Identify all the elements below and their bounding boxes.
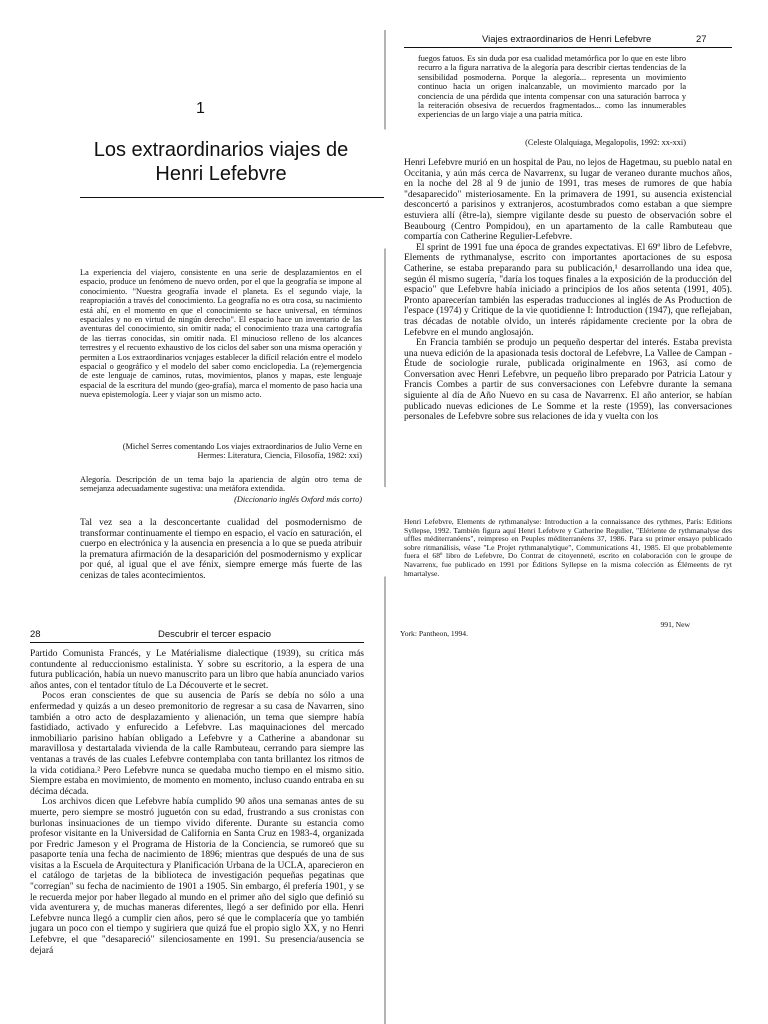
intro-paragraph: Tal vez sea a la desconcertante cualidad del posmodernismo de transformar continuamente el tiempo en espacio, el vacío en saturación, el cuerpo en electrónica y la ausencia en presencia a lo que se pueda atribuir la prematura afirmación de la desaparición del posmodernismo y explicar por qué, al igual que el ave fénix, siempre emerge más fuerte de las cenizas de tales acontecimientos. bbox=[80, 518, 362, 581]
body-text bbox=[404, 158, 732, 423]
running-head-rule bbox=[30, 642, 364, 643]
page-number: 28 bbox=[30, 629, 41, 640]
paragraph: En Francia también se produjo un pequeño despertar del interés. Estaba prevista una nueva edición de la apasionada tesis doctoral de Lefebvre, La Vallee de Campan - Étude de sociologie rurale, publicada originalmente en 1963, así como de Conversation avec Henri Lefebvre, un pequeño libro preparado por Patricia Latour y Francis Combes a partir de sus conversaciones con Lefebvre durante la semana siguiente al día de Año Nuevo en su casa de Navarrenx. El año anterior, se habían publicado nuevas ediciones de Le Somme et la reste (1959), las conversaciones personales de Lefebvre sobre sus relaciones de ida y vuelta con los bbox=[404, 338, 732, 423]
paragraph: Los archivos dicen que Lefebvre había cumplido 90 años una semanas antes de su muerte, pero siempre se mostró juguetón con su edad, frustrando a sus cronistas con burlonas insinuaciones de un tiempo vivido diferente. Durante su estancia como profesor visitante en la Universidad de California en Santa Cruz en 1983-4, organizada por Fredric Jameson y el Programa de Historia de la Conciencia, se rumoreó que su pasaporte tenía una fecha de nacimiento de 1896; mientras que después de una de sus visitas a la Escuela de Arquitectura y Planificación Urbana de la UCLA, aparecieron en el catálogo de tarjetas de la biblioteca de investigación pequeñas pegatinas que "corregían" su fecha de nacimiento de 1901 a 1905. Sin embargo, él prefería 1901, y se le recuerda mejor por haber llegado al mundo en el primer año del siglo que definió su vida aventurera y, de muchas maneras diferentes, llegó a ser definido por ella. Henri Lefebvre nunca llegó a cumplir cien años, pero sé que le complacería que yo también jugara un poco con el tiempo y sugiriera que quizá fue el propio siglo XX, y no Henri Lefebvre, el que "desapareció" silenciosamente en 1991. Su presencia/ausencia se dejará bbox=[30, 797, 364, 956]
book-gutter bbox=[384, 30, 386, 1024]
paragraph: Pocos eran conscientes de que su ausencia de París se debía no sólo a una enfermedad y quizás a un deseo premonitorio de regresar a su casa de Navarren, sino también a otro acto de desplazamiento y alienación, un tema que siempre había fastidiado, activado y enfurecido a Lefebvre. Las maquinaciones del mercado inmobiliario parisino habían obligado a Lefebvre y a Catherine a abandonar su maravillosa y destartalada vivienda de la calle Rambuteau, cerrando para siempre las ventanas a través de las cuales Lefebvre contemplaba con tanta brillantez los ritmos de la vida cotidiana.² Pero Lefebvre nunca se quedaba mucho tiempo en el mismo sitio. Siempre estaba en movimiento, de momento en momento, incluso cuando entraba en su décima década. bbox=[30, 691, 364, 797]
epigraph-oxford: Alegoría. Descripción de un tema bajo la apariencia de algún otro tema de semejanza adecuadamente sugestiva: una metáfora extendida. bbox=[80, 475, 362, 494]
footnote-text: Henri Lefebvre, Elements de rythmanalyse: Introduction a la connaissance des rythmes, París: Editions Syllepse, 1992. También figura aquí Henri Lefebvre y Catherine Regulier, "Elériente de rythmanalyse des uffles méditerranéens", reimpreso en Peuples méditerranéens 37, 1986. Para su primer ensayo publicado sobre ritmanálisis, véase "Le Projet rythmanalytique", Communications 41, 1985. El que probablemente fuera el 68º libro de Lefebvre, Do Contrat de citoyenneté, escrito en colaboración con le groupe de Navarrenx, fue publicado en 1991 por Éditions Syllepse en la misma colección as Élémeents de ryt hmartalyse. bbox=[404, 517, 732, 578]
body-text bbox=[30, 649, 364, 956]
footnote-continuation: York: Pantheon, 1994. bbox=[400, 629, 468, 638]
page-28 bbox=[0, 615, 384, 1024]
epigraph-olalquiaga: fuegos fatuos. Es sin duda por esa cualidad metamórfica por lo que en este libro recurro a la figura narrativa de la alegoría para describir ciertas tendencias de la sensibilidad posmoderna. Porque la alegoría... representa un movimiento continuo hacia un origen inalcanzable, un movimiento marcado por la conciencia de una pérdida que intenta compensar con una saturación barroca y la reiteración obsesiva de recuerdos fragmentados... como las innumerables experiencias de un largo viaje a una patria mítica. bbox=[418, 54, 686, 120]
epigraph-olalquiaga-citation: (Celeste Olalquiaga, Megalopolis, 1992: xx-xxi) bbox=[525, 138, 686, 147]
chapter-number: 1 bbox=[196, 100, 205, 117]
page-number: 27 bbox=[696, 34, 707, 45]
page-chapter-opening bbox=[0, 0, 384, 615]
footnote-fragment: 991, New bbox=[660, 620, 690, 629]
running-head-rule bbox=[404, 47, 732, 48]
running-head: Viajes extraordinarios de Henri Lefebvre bbox=[482, 34, 652, 45]
page-27 bbox=[390, 0, 768, 615]
epigraph-serres: La experiencia del viajero, consistente en una serie de desplazamientos en el espacio, produce un fenómeno de nuevo orden, por el que la geografía se impone al conocimiento. "Nuestra geografía invade el planeta. Es el segundo viaje, la reapropiación a través del conocimiento. La geografía no es otra cosa, su nacimiento está ahí, en el momento en que el conocimiento se hace universal, en términos espaciales y no en virtud de ningún derecho". El espacio hace un inventario de las aventuras del conocimiento, sin omitir nada; el conocimiento traza una cartografía de las tierras conocidas, sin omitir nada. El minucioso relleno de los alcances terrestres y el recuento exhaustivo de los ciclos del saber son una misma operación y permiten a Los extraordinarios vcnjages establecer la difícil relación entre el modelo espacial o geográfico y el modelo del saber como enciclopedia. La (re)emergencia de este lenguaje de caminos, rutas, movimientos, planos y mapas, este lenguaje espacial de la escritura del mundo (geo-grafía), marca el momento de paso hacia una nueva epistemología. Leer y viajar son un mismo acto. bbox=[80, 268, 362, 400]
epigraph-serres-citation: (Michel Serres comentando Los viajes extraordinarios de Julio Verne en Hermes: Literatura, Ciencia, Filosofía, 1982: xxi) bbox=[122, 442, 362, 461]
paragraph: Partido Comunista Francés, y Le Matérialisme dialectique (1939), su crítica más contundente al reduccionismo estalinista. Y sobre su escritorio, a la espera de una futura publicación, había un nuevo manuscrito para un libro que había anunciado varios años antes, con el tentador título de La Découverte et le secret. bbox=[30, 649, 364, 691]
paragraph: El sprint de 1991 fue una época de grandes expectativas. El 69º libro de Lefebvre, Elements de rythmanalyse, escrito con importantes aportaciones de su esposa Catherine, se estaba preparando para su publicación,¹ desarrollando una idea que, según él mismo sugería, "daría los toques finales a la exposición de la producción del espacio" que Lefebvre había iniciado a principios de los años setenta (1991, 405). Pronto aparecerían también las esperadas traducciones al inglés de As Production de l'espace (1974) y Critique de la vie quotidienne I: Introduction (1947), que reflejaban, tras décadas de notable olvido, un interés rápidamente creciente por la obra de Lefebvre en el mundo anglosajón. bbox=[404, 242, 732, 338]
footnote bbox=[404, 518, 732, 578]
paragraph: Henri Lefebvre murió en un hospital de Pau, no lejos de Hagetmau, su pueblo natal en Occitania, y aún más cerca de Navarrenx, su lugar de veraneo durante muchos años, en la noche del 28 al 9 de junio de 1991, tras meses de rumores de que había "desaparecido" misteriosamente. En la primavera de 1991, su ausencia existencial desconcertó a parisinos y extranjeros, acostumbrados como estaban a que siempre estuviera allí (être-la), siempre vigilante desde su puesto de observación sobre el Beaubourg (Centro Pompidou), en un apartamento de la calle Rambuteau que compartía con Catherine Regulier-Lefebvre. bbox=[404, 158, 732, 243]
title-rule bbox=[80, 197, 384, 198]
page-bottom-right bbox=[390, 615, 768, 1024]
running-head: Descubrir el tercer espacio bbox=[158, 629, 271, 640]
chapter-title: Los extraordinarios viajes de Henri Lefebvre bbox=[93, 139, 349, 185]
epigraph-oxford-citation: (Diccionario inglés Oxford más corto) bbox=[234, 495, 362, 504]
